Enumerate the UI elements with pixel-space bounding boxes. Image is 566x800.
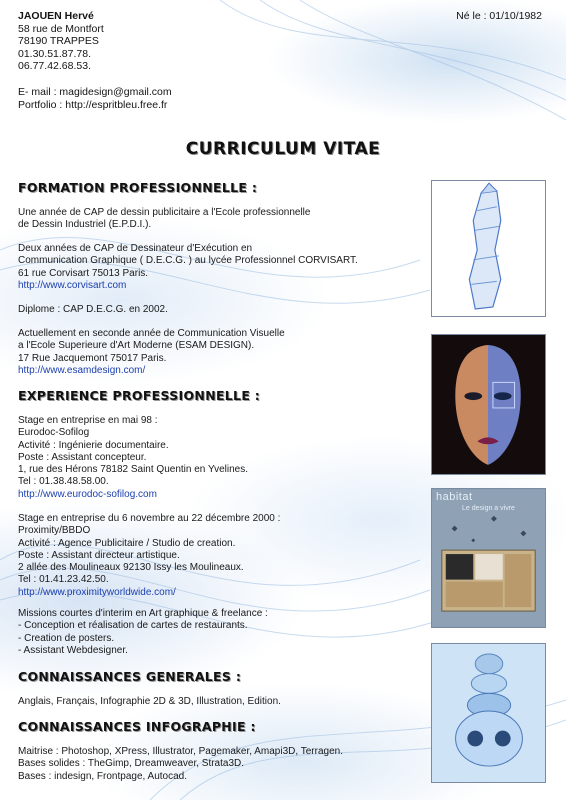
habitat-logo-text: habitat — [436, 491, 473, 503]
experience-proximity: Stage en entreprise du 6 novembre au 22 décembre 2000 : Proximity/BBDO Activité : Agence Publicitaire / Studio de creation. Poste : Assistant directeur artistique. 2 allée des Moulineaux 92130 Issy les Moulineaux. Tel : 01.41.23.42.50. http://www.proximityworldwide.com/ — [18, 513, 418, 599]
birth-date: Né le : 01/10/1982 — [456, 10, 542, 22]
infographie-heading: CONNAISSANCES INFOGRAPHIE : — [18, 719, 256, 734]
esam-link[interactable]: http://www.esamdesign.com/ — [18, 364, 146, 376]
candidate-name: JAOUEN Hervé — [18, 10, 94, 22]
formation-corvisart: Deux années de CAP de Dessinateur d'Exécution en Communication Graphique ( D.E.C.G. ) au lycée Professionnel CORVISART. 61 rue Corvisart 75013 Paris. http://www.corvisart.com — [18, 243, 418, 292]
contact-block — [18, 10, 104, 73]
experience-eurodoc: Stage en entreprise en mai 98 : Eurodoc-Sofilog Activité : Ingénierie documentaire. Poste : Assistant concepteur. 1, rue des Hérons 78182 Saint Quentin en Yvelines. Tel : 01.38.48.58.00. http://www.eurodoc-sofilog.com — [18, 415, 418, 501]
habitat-advert — [431, 488, 546, 628]
experience-missions: Missions courtes d'interim en Art graphique & freelance : - Conception et réalisation de cartes de restaurants. - Creation de posters. - Assistant Webdesigner. — [18, 608, 268, 656]
corvisart-link[interactable]: http://www.corvisart.com — [18, 279, 127, 291]
formation-epdi: Une année de CAP de dessin publicitaire a l'Ecole professionnelle de Dessin Industriel (E.P.D.I.). — [18, 207, 311, 231]
sculpture-illustration — [431, 180, 546, 317]
phone-home: 01.30.51.87.78. — [18, 47, 91, 60]
portrait-illustration — [431, 334, 546, 475]
infographie-skills: Maitrise : Photoshop, XPress, Illustrator, Pagemaker, Amapi3D, Terragen. Bases solides : TheGimp, Dreamweaver, Strata3D. Bases : indesign, Frontpage, Autocad. — [18, 746, 343, 782]
habitat-tagline: Le design a vivre — [462, 505, 515, 512]
proximity-link[interactable]: http://www.proximityworldwide.com/ — [18, 586, 176, 598]
online-contact — [18, 86, 172, 111]
formation-heading: FORMATION PROFESSIONNELLE : — [18, 180, 258, 195]
address-street: 58 rue de Montfort — [18, 22, 104, 35]
portfolio-line: Portfolio : http://espritbleu.free.fr — [18, 98, 168, 111]
robot-3d-render — [431, 643, 546, 783]
phone-mobile: 06.77.42.68.53. — [18, 60, 91, 72]
formation-diploma: Diplome : CAP D.E.C.G. en 2002. — [18, 304, 168, 315]
eurodoc-link[interactable]: http://www.eurodoc-sofilog.com — [18, 488, 157, 500]
formation-esam: Actuellement en seconde année de Communication Visuelle a l'Ecole Superieure d'Art Moderne (ESAM DESIGN). 17 Rue Jacquemont 75017 Paris. http://www.esamdesign.com/ — [18, 328, 418, 377]
experience-heading: EXPERIENCE PROFESSIONNELLE : — [18, 388, 261, 403]
cv-title: CURRICULUM VITAE — [185, 139, 381, 159]
general-heading: CONNAISSANCES GENERALES : — [18, 669, 242, 684]
address-city: 78190 TRAPPES — [18, 35, 99, 47]
email-line: E- mail : magidesign@gmail.com — [18, 86, 172, 98]
general-skills: Anglais, Français, Infographie 2D & 3D, Illustration, Edition. — [18, 696, 281, 707]
